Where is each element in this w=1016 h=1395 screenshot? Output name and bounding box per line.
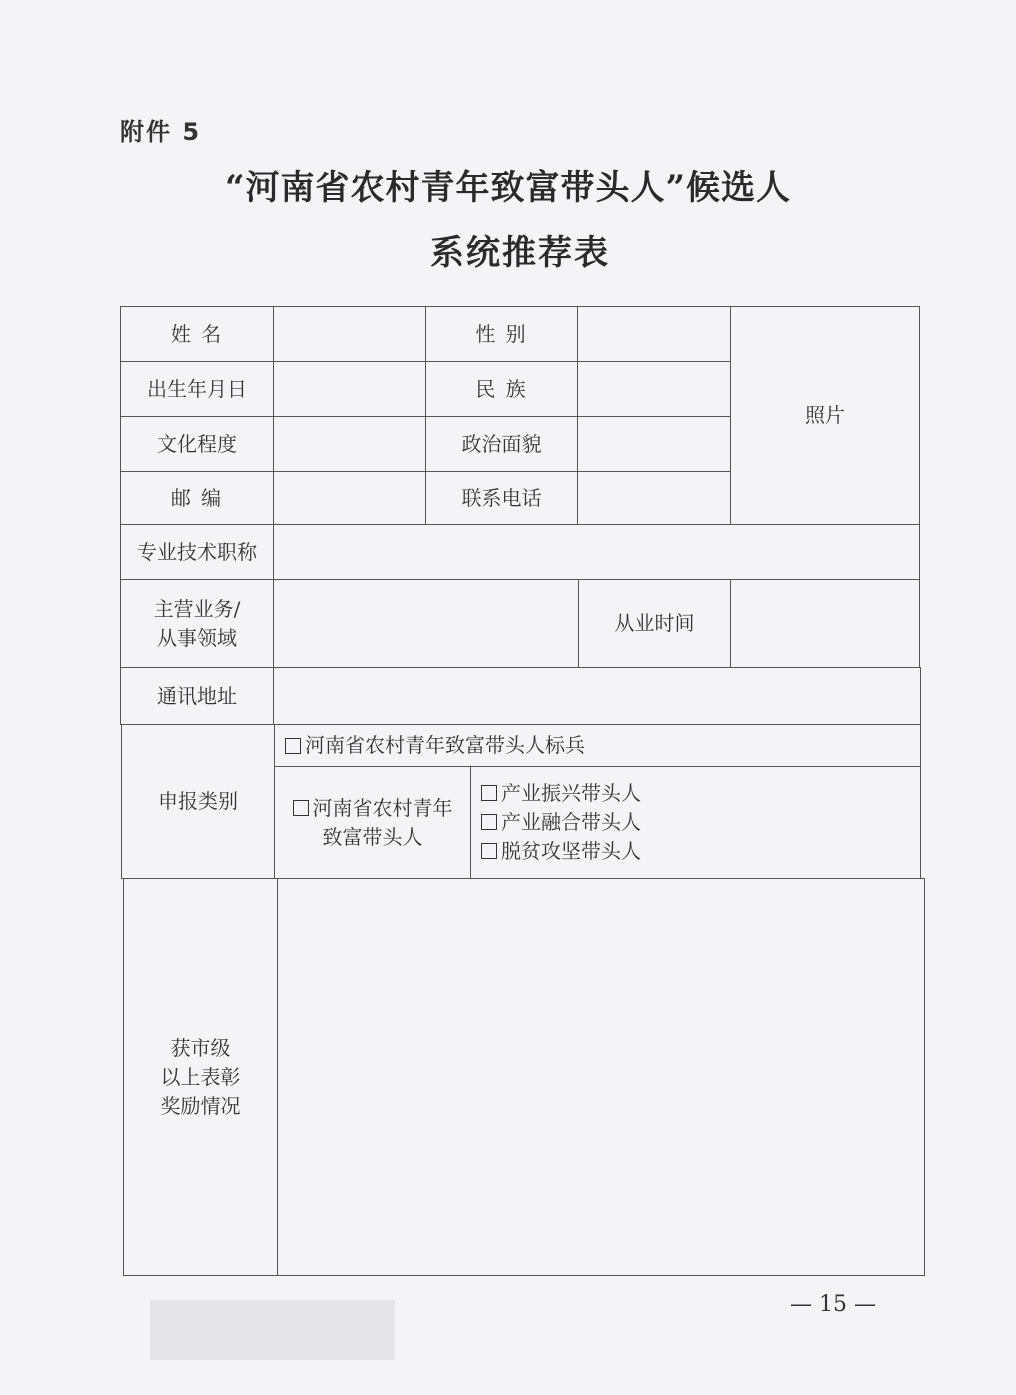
attachment-label: 附件 5 (120, 118, 202, 146)
option-industry-integration-label: 产业融合带头人 (501, 810, 641, 834)
option-model-leader[interactable] (274, 724, 921, 767)
option-leader[interactable] (274, 766, 471, 879)
label-ethnicity: 民 族 (425, 361, 578, 417)
label-gender: 性 别 (425, 306, 578, 362)
education-field[interactable] (273, 416, 426, 472)
label-name: 姓 名 (120, 306, 274, 362)
label-professional-title: 专业技术职称 (120, 524, 274, 580)
ethnicity-field[interactable] (577, 361, 731, 417)
years-field[interactable] (730, 579, 920, 668)
professional-title-field[interactable] (273, 524, 920, 580)
label-awards: 获市级 以上表彰 奖励情况 (123, 878, 278, 1276)
stamp-mark (150, 1300, 395, 1360)
label-years: 从业时间 (578, 579, 731, 668)
form-title-line1: “河南省农村青年致富带头人”候选人 (224, 168, 792, 208)
page-number: — 15 — (790, 1292, 876, 1317)
checkbox-leader[interactable] (293, 800, 309, 816)
name-field[interactable] (273, 306, 426, 362)
postcode-field[interactable] (273, 471, 426, 525)
label-category: 申报类别 (121, 724, 275, 879)
label-phone: 联系电话 (425, 471, 578, 525)
label-politics: 政治面貌 (425, 416, 578, 472)
sub-options (470, 766, 921, 879)
option-industry-revitalization[interactable] (481, 779, 641, 808)
option-poverty-alleviation-label: 脱贫攻坚带头人 (501, 839, 641, 863)
birth-field[interactable] (273, 361, 426, 417)
option-leader-label: 河南省农村青年 致富带头人 (312, 795, 453, 849)
business-field[interactable] (273, 579, 579, 668)
address-field[interactable] (273, 667, 921, 725)
photo-box[interactable]: 照片 (730, 306, 920, 525)
label-birth: 出生年月日 (120, 361, 274, 417)
label-postcode: 邮 编 (120, 471, 274, 525)
checkbox-industry-revitalization[interactable] (481, 785, 497, 801)
label-education: 文化程度 (120, 416, 274, 472)
option-industry-integration[interactable] (481, 808, 641, 837)
awards-field[interactable] (277, 878, 925, 1276)
label-address: 通讯地址 (120, 667, 274, 725)
option-poverty-alleviation[interactable] (481, 837, 641, 866)
form-title-line2: 系统推荐表 (430, 233, 610, 273)
label-business: 主营业务/ 从事领域 (120, 579, 274, 668)
gender-field[interactable] (577, 306, 731, 362)
checkbox-poverty-alleviation[interactable] (481, 843, 497, 859)
option-model-leader-label: 河南省农村青年致富带头人标兵 (305, 733, 585, 757)
checkbox-model-leader[interactable] (285, 738, 301, 754)
phone-field[interactable] (577, 471, 731, 525)
checkbox-industry-integration[interactable] (481, 814, 497, 830)
politics-field[interactable] (577, 416, 731, 472)
option-industry-revitalization-label: 产业振兴带头人 (501, 781, 641, 805)
